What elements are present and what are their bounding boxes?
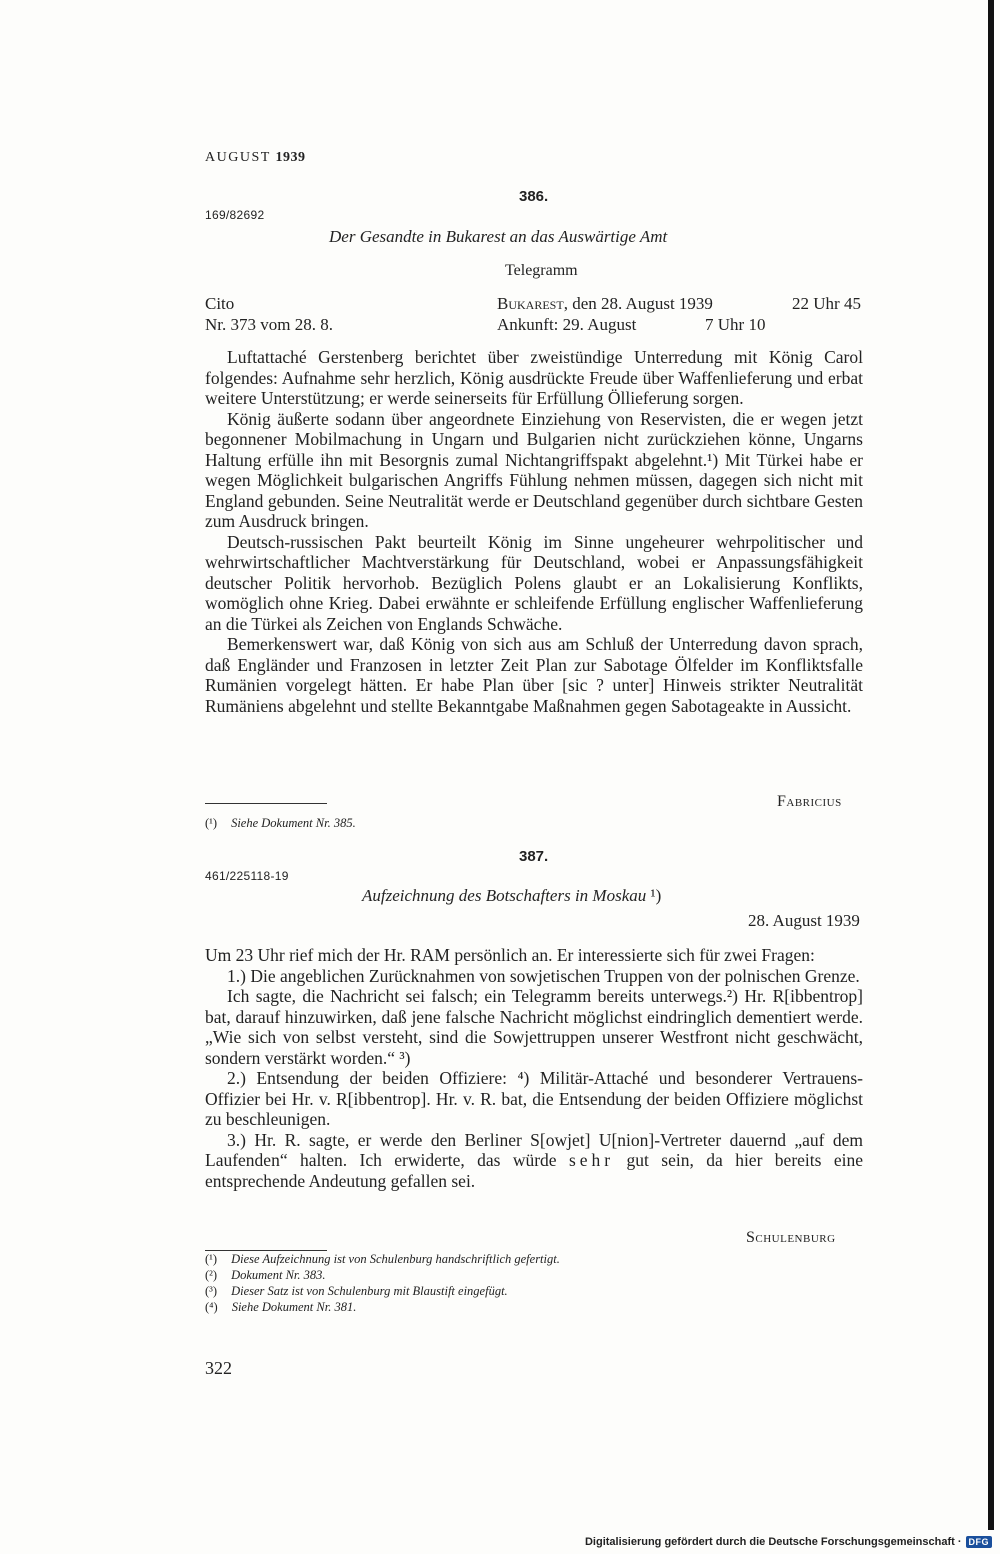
footnote-text: Dieser Satz ist von Schulenburg mit Blaustift eingefügt. bbox=[231, 1284, 508, 1298]
footnote-text: Siehe Dokument Nr. 381. bbox=[231, 1300, 357, 1314]
doc386-paragraph: Luftattaché Gerstenberg berichtet über zweistündige Unterredung mit König Carol folgendes: Aufnahme sehr herzlich, König ausdrückte Freude über Waffenlieferung und erbat weitere Unterstützung; er werde seinerseits für Erfüllung Öllieferung sorgen. bbox=[205, 347, 863, 408]
doc386-nr: Nr. 373 vom 28. 8. bbox=[205, 315, 333, 334]
doc387-paragraph bbox=[205, 1130, 863, 1192]
page-number: 322 bbox=[205, 1358, 232, 1378]
doc386-paragraph: König äußerte sodann über angeordnete Einziehung von Reservisten, die er wegen jetzt begonnener Mobilmachung in Ungarn und Bulgarien nicht zurückziehen könne, Ungarns Haltung erfülle ihn mit Besorgnis zumal Nichtangriffspakt abgelehnt.¹) Mit Türkei habe er wegen Möglichkeit bulgarischen Angriffs Fühlung nehmen müssen, dagegen sich nicht mit England gebunden. Seine Neutralität werde er Deutschland gegenüber durch sichtbare Gesten zum Ausdruck bringen. bbox=[205, 408, 863, 531]
doc386-body bbox=[205, 347, 863, 716]
doc386-dateline-rest: , den 28. August 1939 bbox=[563, 294, 713, 313]
doc387-p5-start: 3.) Hr. R. sagte, er werde den Berliner S[owjet] U[nion]-Vertreter dauernd „auf dem Laufenden“ halten. Ich erwiderte, das würde bbox=[205, 1129, 863, 1170]
footnote-mark: (²) bbox=[205, 1268, 218, 1282]
footnote-mark: (⁴) bbox=[205, 1300, 218, 1314]
doc387-title bbox=[362, 886, 661, 906]
doc386-cito: Cito bbox=[205, 294, 235, 313]
running-header bbox=[205, 150, 306, 166]
doc386-time-sent: 22 Uhr 45 bbox=[792, 294, 861, 313]
doc387-footnote-4 bbox=[205, 1300, 356, 1315]
doc387-footnote-2 bbox=[205, 1268, 326, 1283]
doc387-title-text: Aufzeichnung des Botschafters in Moskau bbox=[362, 886, 647, 905]
doc386-paragraph: Bemerkenswert war, daß König von sich aus am Schluß der Unterredung davon sprach, daß Engländer und Franzosen in letzter Zeit Plan zur Sabotage Ölfelder im Konfliktsfalle Rumänien vorgelegt hätten. Er habe Plan über [sic ? unter] Hinweis strikter Neutralität Rumäniens abgelehnt und stellte Bekanntgabe Maßnahmen gegen Sabotageakte in Aussicht. bbox=[205, 634, 863, 716]
doc387-title-note: ¹) bbox=[650, 886, 662, 905]
doc387-p5-end: gut sein, da hier bereits eine entsprechende Andeutung gefallen sei. bbox=[205, 1150, 863, 1191]
doc386-time-arrival: 7 Uhr 10 bbox=[705, 315, 766, 334]
dfg-funding-notice bbox=[585, 1536, 992, 1548]
doc387-paragraph: 2.) Entsendung der beiden Offiziere: ⁴) Militär-Attaché und besonderer Vertrauens-Offizier bei Hr. v. R[ibbentrop]. Hr. v. R. bat, die Entsendung der beiden Offiziere möglichst zu beschleunigen. bbox=[205, 1068, 863, 1129]
footnote-text: Siehe Dokument Nr. 385. bbox=[231, 816, 356, 830]
doc386-paragraph: Deutsch-russischen Pakt beurteilt König im Sinne ungeheurer wehrpolitischer und wehrwirtschaftlicher Machtverstärkung für Deutschland, wobei er Anpassungsfähigkeit deutscher Politik hervorhob. Bezüglich Polens glaubt er an Lokalisierung Konflikts, womöglich ohne Krieg. Dabei erwähnte er schleifende Erfüllung englischer Waffenlieferung an die Türkei als Zeichen von Englands Schwäche. bbox=[205, 531, 863, 634]
doc387-paragraph: 1.) Die angeblichen Zurücknahmen von sowjetischen Truppen von der polnischen Grenze. bbox=[227, 965, 860, 986]
footnote-mark: (¹) bbox=[205, 816, 218, 830]
doc387-date: 28. August 1939 bbox=[748, 911, 860, 930]
footnote-text: Diese Aufzeichnung ist von Schulenburg handschriftlich gefertigt. bbox=[231, 1252, 560, 1266]
doc387-signature: Schulenburg bbox=[746, 1229, 836, 1246]
footnote-text: Dokument Nr. 383. bbox=[231, 1268, 326, 1282]
dfg-logo: DFG bbox=[966, 1536, 993, 1548]
doc386-title: Der Gesandte in Bukarest an das Auswärtige Amt bbox=[329, 227, 668, 246]
doc386-signature: Fabricius bbox=[777, 793, 842, 810]
doc386-place: Bukarest bbox=[497, 294, 564, 313]
doc387-footnote-1 bbox=[205, 1252, 560, 1267]
footnote-mark: (³) bbox=[205, 1284, 218, 1298]
doc387-paragraph: Um 23 Uhr rief mich der Hr. RAM persönlich an. Er interessierte sich für zwei Fragen: bbox=[205, 945, 815, 965]
footnote-mark: (¹) bbox=[205, 1252, 218, 1266]
doc386-file-ref: 169/82692 bbox=[205, 208, 265, 222]
doc387-footnote-3 bbox=[205, 1284, 508, 1299]
header-year: 1939 bbox=[275, 150, 306, 165]
doc387-body bbox=[205, 945, 863, 1191]
header-month: AUGUST bbox=[205, 150, 271, 165]
doc386-footnote-1 bbox=[205, 816, 356, 831]
doc386-footnote-rule bbox=[205, 803, 327, 804]
doc386-dateline bbox=[497, 294, 713, 314]
doc387-footnote-rule bbox=[205, 1250, 327, 1251]
doc387-p5-emphasis: sehr bbox=[568, 1150, 615, 1170]
doc386-arrival: Ankunft: 29. August bbox=[497, 315, 637, 334]
doc387-file-ref: 461/225118-19 bbox=[205, 869, 289, 883]
doc386-type: Telegramm bbox=[505, 262, 578, 279]
doc386-number: 386. bbox=[519, 188, 549, 205]
doc387-number: 387. bbox=[519, 848, 549, 865]
doc387-paragraph: Ich sagte, die Nachricht sei falsch; ein Telegramm bereits unterwegs.²) Hr. R[ibbentrop] bat, darauf hinzuwirken, daß jene falsche Nachricht möglichst eindringlich dementiert werde. „Wie sich von selbst versteht, sind die Sowjettruppen unserer Westfront nicht geschwächt, sondern verstärkt worden.“ ³) bbox=[205, 986, 863, 1068]
dfg-notice-text: Digitalisierung gefördert durch die Deutsche Forschungsgemeinschaft · bbox=[584, 1536, 962, 1548]
